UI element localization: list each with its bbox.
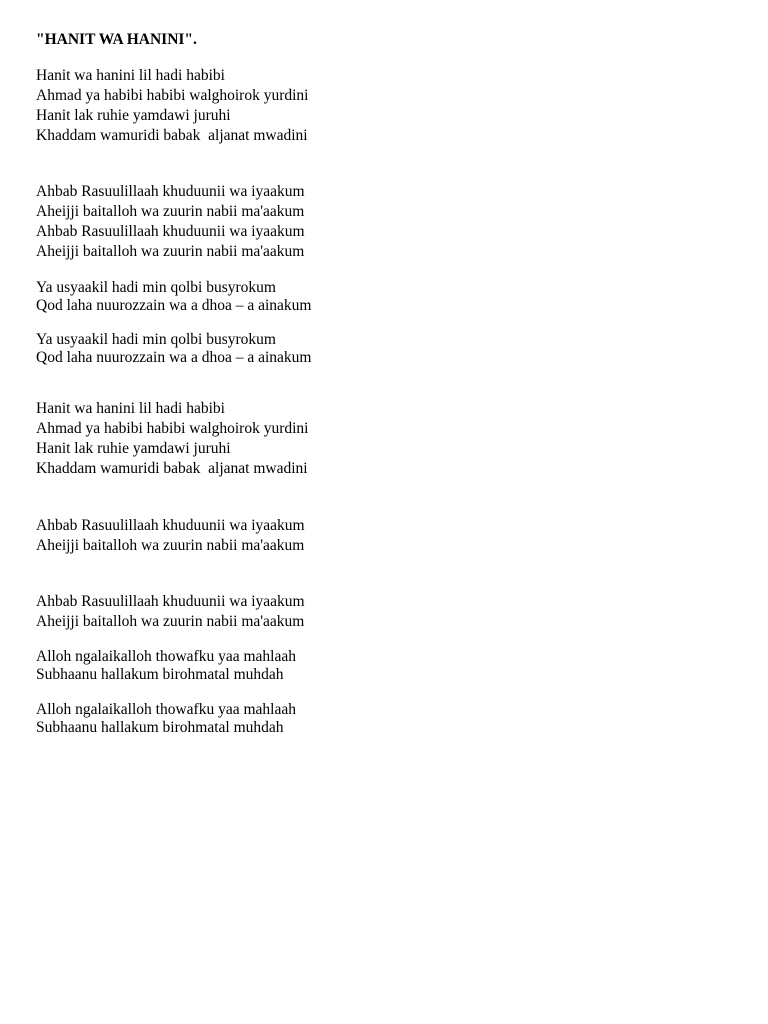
lyric-line: Ahmad ya habibi habibi walghoirok yurdini xyxy=(36,420,309,437)
lyric-line: Hanit lak ruhie yamdawi juruhi xyxy=(36,440,231,457)
lyric-line: Qod laha nuurozzain wa a dhoa – a ainakum xyxy=(36,297,312,314)
page-title: "HANIT WA HANINI". xyxy=(36,31,197,48)
document-page xyxy=(36,0,736,1024)
stanza-7 xyxy=(36,592,305,632)
lyric-line: Subhaanu hallakum birohmatal muhdah xyxy=(36,719,284,736)
lyric-line: Aheijji baitalloh wa zuurin nabii ma'aakum xyxy=(36,203,305,220)
lyric-line: Ahbab Rasuulillaah khuduunii wa iyaakum xyxy=(36,517,305,534)
stanza-4 xyxy=(36,331,311,367)
stanza-8 xyxy=(36,648,296,684)
lyric-line: Ya usyaakil hadi min qolbi busyrokum xyxy=(36,331,276,348)
stanza-6 xyxy=(36,516,305,556)
lyric-line: Qod laha nuurozzain wa a dhoa – a ainakum xyxy=(36,349,312,366)
lyric-line: Ya usyaakil hadi min qolbi busyrokum xyxy=(36,279,276,296)
stanza-9 xyxy=(36,701,296,737)
lyric-line: Aheijji baitalloh wa zuurin nabii ma'aakum xyxy=(36,537,305,554)
lyric-line: Alloh ngalaikalloh thowafku yaa mahlaah xyxy=(36,648,296,665)
lyric-line: Ahbab Rasuulillaah khuduunii wa iyaakum xyxy=(36,593,305,610)
lyric-line: Subhaanu hallakum birohmatal muhdah xyxy=(36,666,284,683)
lyric-line: Khaddam wamuridi babak aljanat mwadini xyxy=(36,127,308,144)
lyric-line: Ahmad ya habibi habibi walghoirok yurdini xyxy=(36,87,309,104)
lyric-line: Ahbab Rasuulillaah khuduunii wa iyaakum xyxy=(36,223,305,240)
lyric-line: Khaddam wamuridi babak aljanat mwadini xyxy=(36,460,308,477)
lyric-line: Aheijji baitalloh wa zuurin nabii ma'aakum xyxy=(36,613,305,630)
lyric-line: Ahbab Rasuulillaah khuduunii wa iyaakum xyxy=(36,183,305,200)
stanza-2 xyxy=(36,182,305,262)
stanza-5 xyxy=(36,399,309,479)
lyric-line: Hanit lak ruhie yamdawi juruhi xyxy=(36,107,231,124)
stanza-1 xyxy=(36,66,309,146)
lyric-line: Hanit wa hanini lil hadi habibi xyxy=(36,400,225,417)
stanza-3 xyxy=(36,279,311,315)
lyric-line: Hanit wa hanini lil hadi habibi xyxy=(36,67,225,84)
lyric-line: Aheijji baitalloh wa zuurin nabii ma'aakum xyxy=(36,243,305,260)
lyric-line: Alloh ngalaikalloh thowafku yaa mahlaah xyxy=(36,701,296,718)
